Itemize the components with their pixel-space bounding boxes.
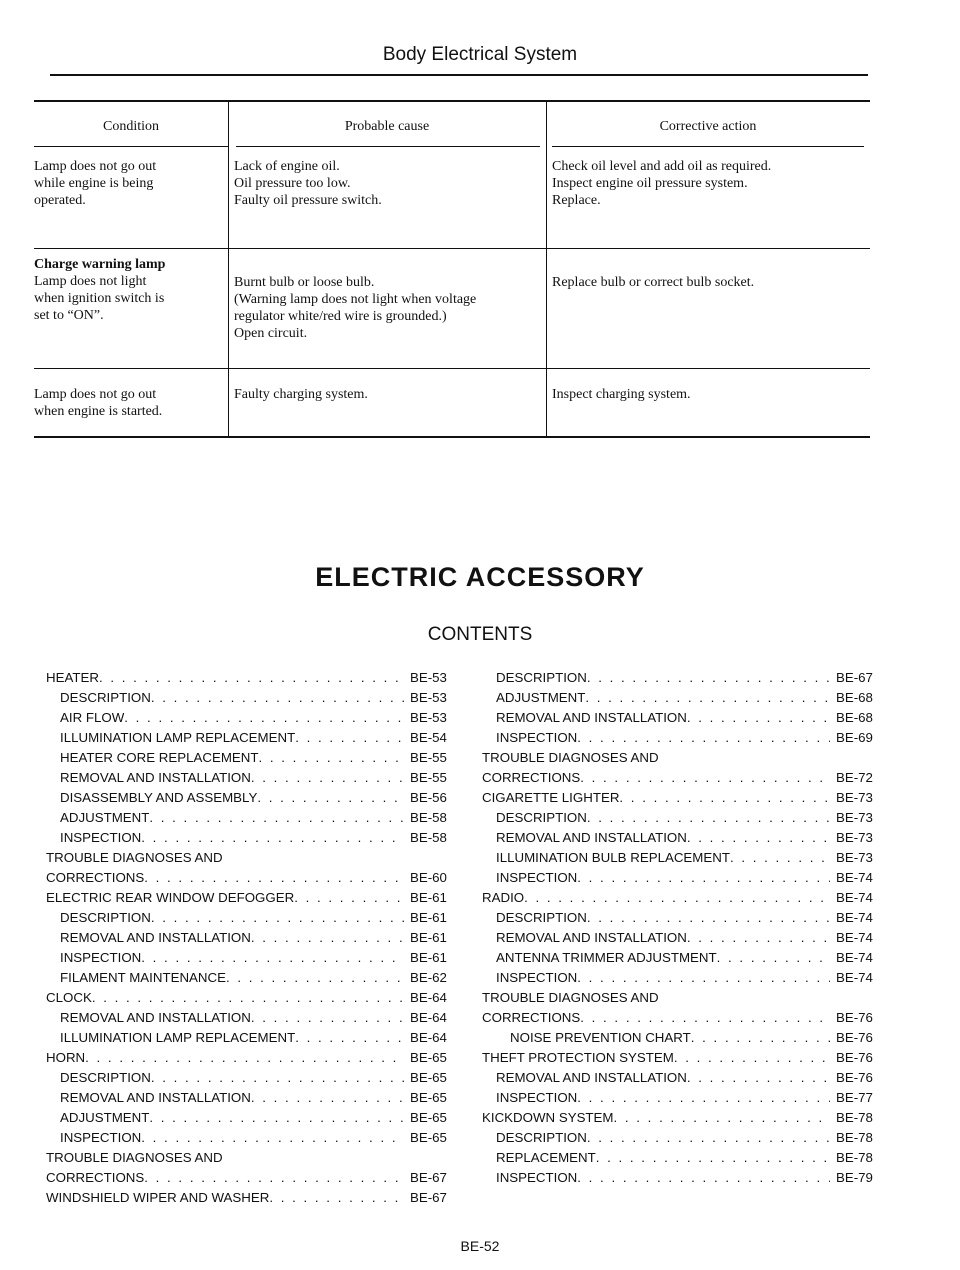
toc-entry-label: CORRECTIONS xyxy=(482,1010,581,1025)
toc-entry xyxy=(46,1068,456,1088)
toc-entry xyxy=(46,1148,456,1168)
toc-entry xyxy=(46,688,456,708)
condition-line: when ignition switch is xyxy=(34,291,165,306)
toc-leader-dots xyxy=(577,1088,830,1108)
toc-entry xyxy=(46,1168,456,1188)
action-line: Check oil level and add oil as required. xyxy=(552,159,772,174)
toc-left-column xyxy=(46,668,456,1208)
toc-entry-page: BE-60 xyxy=(410,870,447,885)
toc-entry xyxy=(482,1088,882,1108)
toc-entry-page: BE-78 xyxy=(836,1150,873,1165)
toc-entry-label: ILLUMINATION LAMP REPLACEMENT xyxy=(60,730,296,745)
toc-entry xyxy=(482,848,882,868)
toc-entry-page: BE-56 xyxy=(410,790,447,805)
toc-entry-page: BE-54 xyxy=(410,730,447,745)
toc-entry xyxy=(482,688,882,708)
toc-entry xyxy=(482,1168,882,1188)
toc-entry-page: BE-67 xyxy=(410,1170,447,1185)
toc-entry-label: REPLACEMENT xyxy=(496,1150,596,1165)
toc-entry-label: NOISE PREVENTION CHART xyxy=(510,1030,691,1045)
toc-entry-label: THEFT PROTECTION SYSTEM xyxy=(482,1050,674,1065)
toc-leader-dots xyxy=(674,1048,830,1068)
condition-line: when engine is started. xyxy=(34,404,163,419)
table-row-2-actions xyxy=(552,274,866,291)
toc-entry-page: BE-74 xyxy=(836,890,873,905)
toc-entry xyxy=(482,828,882,848)
toc-entry-label: INSPECTION xyxy=(60,1130,142,1145)
toc-entry-page: BE-55 xyxy=(410,770,447,785)
toc-leader-dots xyxy=(577,1168,830,1188)
section-title: ELECTRIC ACCESSORY xyxy=(315,562,645,592)
toc-entry-label: REMOVAL AND INSTALLATION xyxy=(60,1010,251,1025)
toc-entry-page: BE-68 xyxy=(836,690,873,705)
toc-leader-dots xyxy=(687,1068,830,1088)
toc-entry-label: REMOVAL AND INSTALLATION xyxy=(60,770,251,785)
toc-leader-dots xyxy=(99,668,404,688)
toc-leader-dots xyxy=(577,968,830,988)
toc-entry-page: BE-74 xyxy=(836,910,873,925)
toc-entry-label: CIGARETTE LIGHTER xyxy=(482,790,620,805)
toc-entry-label: AIR FLOW xyxy=(60,710,125,725)
toc-entry-label: FILAMENT MAINTENANCE xyxy=(60,970,226,985)
column-header-corrective-action: Corrective action xyxy=(659,119,757,134)
toc-entry-label: HEATER xyxy=(46,670,99,685)
toc-entry-page: BE-76 xyxy=(836,1050,873,1065)
toc-entry-page: BE-67 xyxy=(410,1190,447,1205)
toc-leader-dots xyxy=(691,1028,830,1048)
toc-entry xyxy=(482,1028,882,1048)
toc-leader-dots xyxy=(251,768,404,788)
toc-entry-page: BE-78 xyxy=(836,1110,873,1125)
condition-line: operated. xyxy=(34,193,86,208)
toc-entry-page: BE-55 xyxy=(410,750,447,765)
page-header-title: Body Electrical System xyxy=(382,44,578,65)
toc-entry-page: BE-65 xyxy=(410,1050,447,1065)
condition-line: Lamp does not go out xyxy=(34,387,157,402)
toc-entry xyxy=(46,768,456,788)
toc-entry-page: BE-73 xyxy=(836,830,873,845)
toc-entry-page: BE-61 xyxy=(410,910,447,925)
toc-leader-dots xyxy=(259,748,405,768)
toc-leader-dots xyxy=(619,788,830,808)
toc-leader-dots xyxy=(596,1148,830,1168)
toc-leader-dots xyxy=(92,988,404,1008)
toc-entry-page: BE-65 xyxy=(410,1070,447,1085)
cause-line: Faulty oil pressure switch. xyxy=(234,193,382,208)
toc-entry-label: KICKDOWN SYSTEM xyxy=(482,1110,614,1125)
toc-entry xyxy=(482,668,882,688)
cause-line: (Warning lamp does not light when voltage xyxy=(234,292,477,307)
toc-entry-page: BE-65 xyxy=(410,1090,447,1105)
toc-entry-page: BE-73 xyxy=(836,850,873,865)
toc-leader-dots xyxy=(294,888,404,908)
toc-entry-page: BE-62 xyxy=(410,970,447,985)
toc-leader-dots xyxy=(524,888,830,908)
toc-leader-dots xyxy=(587,808,830,828)
toc-entry xyxy=(46,948,456,968)
page-number: BE-52 xyxy=(460,1238,500,1254)
toc-leader-dots xyxy=(587,668,830,688)
cause-line: Faulty charging system. xyxy=(234,387,368,402)
action-line: Inspect engine oil pressure system. xyxy=(552,176,748,191)
toc-entry xyxy=(482,908,882,928)
toc-entry xyxy=(46,728,456,748)
toc-entry-label: WINDSHIELD WIPER AND WASHER xyxy=(46,1190,270,1205)
toc-entry xyxy=(482,968,882,988)
toc-entry-label: INSPECTION xyxy=(60,950,142,965)
toc-leader-dots xyxy=(151,1068,404,1088)
toc-leader-dots xyxy=(730,848,830,868)
toc-entry-label: DESCRIPTION xyxy=(60,1070,151,1085)
toc-leader-dots xyxy=(687,828,830,848)
toc-entry xyxy=(46,848,456,868)
troubleshooting-table xyxy=(34,102,870,436)
toc-entry-label: DISASSEMBLY AND ASSEMBLY xyxy=(60,790,258,805)
toc-entry-label: ADJUSTMENT xyxy=(60,1110,150,1125)
toc-entry-label: REMOVAL AND INSTALLATION xyxy=(60,930,251,945)
toc-entry-label: REMOVAL AND INSTALLATION xyxy=(496,930,687,945)
toc-entry-label: CORRECTIONS xyxy=(46,1170,145,1185)
toc-entry-label: DESCRIPTION xyxy=(60,910,151,925)
toc-entry xyxy=(482,948,882,968)
toc-entry xyxy=(46,1088,456,1108)
toc-entry-page: BE-69 xyxy=(836,730,873,745)
toc-leader-dots xyxy=(580,768,830,788)
toc-entry xyxy=(482,768,882,788)
toc-entry xyxy=(482,928,882,948)
toc-entry-label: TROUBLE DIAGNOSES AND xyxy=(46,1150,223,1165)
toc-leader-dots xyxy=(85,1048,404,1068)
header-rule xyxy=(552,146,864,147)
cause-line: regulator white/red wire is grounded.) xyxy=(234,309,447,324)
toc-entry-label: ILLUMINATION LAMP REPLACEMENT xyxy=(60,1030,296,1045)
toc-entry xyxy=(482,1148,882,1168)
toc-leader-dots xyxy=(144,868,404,888)
table-row-1-causes xyxy=(234,158,542,209)
table-row-3-actions xyxy=(552,386,866,403)
toc-entry-label: DESCRIPTION xyxy=(496,1130,587,1145)
toc-entry xyxy=(46,1028,456,1048)
toc-leader-dots xyxy=(614,1108,830,1128)
toc-entry-label: INSPECTION xyxy=(496,1090,578,1105)
toc-entry-label: REMOVAL AND INSTALLATION xyxy=(496,1070,687,1085)
toc-leader-dots xyxy=(226,968,404,988)
toc-leader-dots xyxy=(580,1008,830,1028)
toc-entry-label: INSPECTION xyxy=(496,870,578,885)
toc-entry xyxy=(482,1008,882,1028)
toc-entry-page: BE-61 xyxy=(410,890,447,905)
toc-entry xyxy=(46,788,456,808)
toc-leader-dots xyxy=(585,688,830,708)
toc-entry xyxy=(46,748,456,768)
toc-entry xyxy=(46,988,456,1008)
toc-entry-page: BE-77 xyxy=(836,1090,873,1105)
table-row-2-causes xyxy=(234,274,542,342)
toc-entry-label: ELECTRIC REAR WINDOW DEFOGGER xyxy=(46,890,295,905)
header-rule xyxy=(236,146,540,147)
toc-entry xyxy=(46,668,456,688)
toc-entry-label: ADJUSTMENT xyxy=(496,690,586,705)
toc-entry-label: HEATER CORE REPLACEMENT xyxy=(60,750,259,765)
toc-entry xyxy=(482,728,882,748)
header-rule xyxy=(50,74,868,76)
column-header-condition: Condition xyxy=(102,119,159,134)
toc-entry xyxy=(46,868,456,888)
toc-leader-dots xyxy=(577,728,830,748)
toc-leader-dots xyxy=(151,688,404,708)
toc-entry xyxy=(482,1108,882,1128)
toc-entry xyxy=(46,1048,456,1068)
table-row-3-condition xyxy=(34,386,224,420)
toc-entry-label: ANTENNA TRIMMER ADJUSTMENT xyxy=(496,950,717,965)
condition-line: Lamp does not go out xyxy=(34,159,157,174)
toc-entry-label: RADIO xyxy=(482,890,525,905)
toc-entry xyxy=(46,828,456,848)
toc-entry-page: BE-73 xyxy=(836,810,873,825)
toc-entry-page: BE-76 xyxy=(836,1070,873,1085)
condition-heading: Charge warning lamp xyxy=(34,257,166,272)
table-row-3-causes xyxy=(234,386,542,403)
toc-leader-dots xyxy=(141,828,404,848)
toc-leader-dots xyxy=(141,1128,404,1148)
table-row-1-actions xyxy=(552,158,866,209)
toc-entry-label: ILLUMINATION BULB REPLACEMENT xyxy=(496,850,730,865)
toc-entry xyxy=(482,808,882,828)
toc-leader-dots xyxy=(295,1028,404,1048)
toc-leader-dots xyxy=(151,908,404,928)
condition-line: Lamp does not light xyxy=(34,274,147,289)
toc-entry-page: BE-74 xyxy=(836,970,873,985)
toc-entry-page: BE-68 xyxy=(836,710,873,725)
toc-entry xyxy=(482,708,882,728)
toc-leader-dots xyxy=(257,788,404,808)
toc-leader-dots xyxy=(269,1188,404,1208)
toc-entry-page: BE-65 xyxy=(410,1130,447,1145)
toc-entry-page: BE-61 xyxy=(410,950,447,965)
toc-entry xyxy=(46,1128,456,1148)
header-rule xyxy=(34,146,228,147)
toc-entry-label: REMOVAL AND INSTALLATION xyxy=(496,710,687,725)
toc-entry-label: HORN xyxy=(46,1050,86,1065)
toc-entry xyxy=(46,708,456,728)
toc-entry-page: BE-67 xyxy=(836,670,873,685)
toc-leader-dots xyxy=(251,1008,404,1028)
toc-leader-dots xyxy=(295,728,404,748)
toc-entry-label: ADJUSTMENT xyxy=(60,810,150,825)
toc-entry xyxy=(482,1048,882,1068)
row-divider xyxy=(34,248,870,249)
toc-entry xyxy=(482,1128,882,1148)
toc-entry xyxy=(46,1008,456,1028)
toc-entry-page: BE-61 xyxy=(410,930,447,945)
toc-entry-page: BE-58 xyxy=(410,810,447,825)
toc-entry-page: BE-64 xyxy=(410,990,447,1005)
row-divider xyxy=(34,368,870,369)
toc-entry-label: DESCRIPTION xyxy=(60,690,151,705)
toc-entry-label: CORRECTIONS xyxy=(46,870,145,885)
toc-entry xyxy=(482,1068,882,1088)
toc-leader-dots xyxy=(149,1108,404,1128)
toc-entry-page: BE-65 xyxy=(410,1110,447,1125)
action-line: Inspect charging system. xyxy=(552,387,691,402)
toc-entry xyxy=(46,968,456,988)
toc-entry-label: CLOCK xyxy=(46,990,92,1005)
toc-leader-dots xyxy=(251,1088,404,1108)
toc-entry-page: BE-53 xyxy=(410,710,447,725)
toc-entry-label: DESCRIPTION xyxy=(496,810,587,825)
action-line: Replace. xyxy=(552,193,601,208)
toc-entry-label: REMOVAL AND INSTALLATION xyxy=(60,1090,251,1105)
toc-entry-label: CORRECTIONS xyxy=(482,770,581,785)
toc-leader-dots xyxy=(687,928,830,948)
toc-entry xyxy=(46,888,456,908)
action-line: Replace bulb or correct bulb socket. xyxy=(552,275,755,290)
toc-entry-label: TROUBLE DIAGNOSES AND xyxy=(482,750,659,765)
toc-entry-label: DESCRIPTION xyxy=(496,910,587,925)
toc-entry xyxy=(46,808,456,828)
toc-entry xyxy=(46,928,456,948)
toc-entry-label: TROUBLE DIAGNOSES AND xyxy=(482,990,659,1005)
toc-entry-page: BE-79 xyxy=(836,1170,873,1185)
table-row-1-condition xyxy=(34,158,224,209)
contents-title: CONTENTS xyxy=(427,624,533,645)
toc-entry-page: BE-58 xyxy=(410,830,447,845)
toc-entry-page: BE-78 xyxy=(836,1130,873,1145)
toc-entry-label: INSPECTION xyxy=(496,730,578,745)
column-divider xyxy=(228,102,229,436)
toc-entry-page: BE-74 xyxy=(836,930,873,945)
toc-leader-dots xyxy=(251,928,404,948)
toc-entry-label: TROUBLE DIAGNOSES AND xyxy=(46,850,223,865)
toc-entry xyxy=(482,748,882,768)
cause-line: Oil pressure too low. xyxy=(234,176,351,191)
toc-entry xyxy=(482,888,882,908)
toc-leader-dots xyxy=(141,948,404,968)
toc-entry-page: BE-64 xyxy=(410,1030,447,1045)
column-header-probable-cause: Probable cause xyxy=(344,119,430,134)
toc-entry-page: BE-76 xyxy=(836,1030,873,1045)
toc-entry-page: BE-53 xyxy=(410,690,447,705)
toc-entry-label: INSPECTION xyxy=(496,970,578,985)
toc-entry xyxy=(482,788,882,808)
condition-line: set to “ON”. xyxy=(34,308,104,323)
toc-entry-page: BE-53 xyxy=(410,670,447,685)
toc-entry-page: BE-73 xyxy=(836,790,873,805)
toc-entry-page: BE-74 xyxy=(836,950,873,965)
toc-leader-dots xyxy=(144,1168,404,1188)
cause-line: Lack of engine oil. xyxy=(234,159,340,174)
table-bottom-rule xyxy=(34,436,870,438)
toc-entry-label: INSPECTION xyxy=(60,830,142,845)
toc-leader-dots xyxy=(587,1128,830,1148)
toc-right-column xyxy=(482,668,882,1188)
toc-entry-label: DESCRIPTION xyxy=(496,670,587,685)
toc-leader-dots xyxy=(687,708,830,728)
toc-leader-dots xyxy=(149,808,404,828)
cause-line: Open circuit. xyxy=(234,326,308,341)
toc-leader-dots xyxy=(577,868,830,888)
toc-leader-dots xyxy=(124,708,404,728)
toc-entry-page: BE-74 xyxy=(836,870,873,885)
toc-entry xyxy=(46,1108,456,1128)
toc-entry xyxy=(46,1188,456,1208)
toc-entry-page: BE-72 xyxy=(836,770,873,785)
toc-entry xyxy=(482,868,882,888)
table-row-2-condition xyxy=(34,256,224,324)
condition-line: while engine is being xyxy=(34,176,154,191)
toc-entry-page: BE-76 xyxy=(836,1010,873,1025)
toc-entry xyxy=(46,908,456,928)
toc-leader-dots xyxy=(587,908,830,928)
cause-line: Burnt bulb or loose bulb. xyxy=(234,275,375,290)
column-divider xyxy=(546,102,547,436)
toc-entry-label: REMOVAL AND INSTALLATION xyxy=(496,830,687,845)
toc-entry xyxy=(482,988,882,1008)
toc-leader-dots xyxy=(717,948,830,968)
toc-entry-label: INSPECTION xyxy=(496,1170,578,1185)
toc-entry-page: BE-64 xyxy=(410,1010,447,1025)
